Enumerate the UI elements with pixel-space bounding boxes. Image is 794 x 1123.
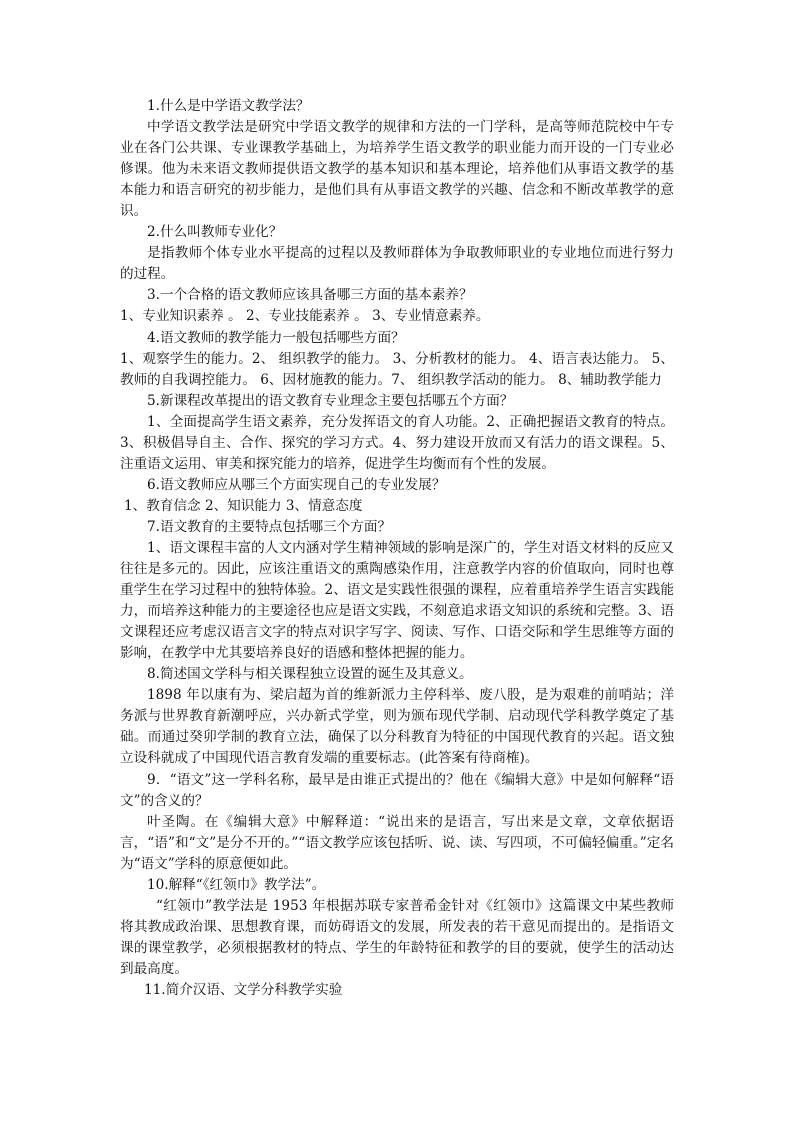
answer-6: 1、教育信念 2、知识能力 3、情意态度 bbox=[124, 497, 363, 514]
question-6: 6.语文教师应从哪三个方面实现自己的专业发展？ bbox=[147, 476, 446, 493]
answer-9: 叶圣陶。在《编辑大意》中解释道：“说出来的是语言，写出来是文章，文章依据语言，“语”和“文”是分不开的。”“语文教学应该包括听、说、读、写四项，不可偏轻偏重。”定名为“语文”学科的原意便如此。 bbox=[120, 813, 674, 872]
question-9: 9．“语文”这一学科名称，最早是由谁正式提出的？他在《编辑大意》中是如何解释“语文”的含义的？ bbox=[120, 771, 674, 809]
question-8: 8.简述国文学科与相关课程独立设置的诞生及其意义。 bbox=[147, 666, 473, 683]
question-5: 5.新课程改革提出的语文教育专业理念主要包括哪五个方面？ bbox=[147, 392, 514, 409]
answer-7: 1、语文课程丰富的人文内涵对学生精神领域的影响是深广的，学生对语文材料的反应又往往是多元的。因此，应该注重语文的熏陶感染作用，注意教学内容的价值取向，同时也尊重学生在学习过程中的独特体验。2、语文是实践性很强的课程，应着重培养学生语言实践能力，而培养这种能力的主要途径也应是语文实践，不刻意追求语文知识的系统和完整。3、语文课程还应考虑汉语言文字的特点对识字写字、阅读、写作、口语交际和学生思维等方面的影响，在教学中尤其要培养良好的语感和整体把握的能力。 bbox=[120, 539, 674, 662]
question-11: 11.简介汉语、文学分科教学实验 bbox=[144, 981, 343, 998]
answer-1: 中学语文教学法是研究中学语文教学的规律和方法的一门学科，是高等师范院校中午专业在各门公共课、专业课教学基础上，为培养学生语文教学的职业能力而开设的一门专业必修课。他为未来语文教师提供语文教学的基本知识和基本理论，培养他们从事语文教学的基本能力和语言研究的初步能力，是他们具有从事语文教学的兴趣、信念和不断改革教学的意识。 bbox=[120, 119, 674, 220]
answer-5: 1、全面提高学生语文素养，充分发挥语文的育人功能。2、正确把握语文教育的特点。3、积极倡导自主、合作、探究的学习方式。4、努力建设开放而又有活力的语文课程。5、注重语文运用、审美和探究能力的培养，促进学生均衡而有个性的发展。 bbox=[120, 413, 674, 472]
question-2: 2.什么叫教师专业化？ bbox=[147, 224, 283, 241]
answer-3: 1、专业知识素养 。 2、专业技能素养 。 3、专业情意素养。 bbox=[120, 308, 490, 325]
question-1: 1.什么是中学语文教学法？ bbox=[147, 98, 310, 114]
document-page bbox=[120, 96, 674, 1001]
answer-2: 是指教师个体专业水平提高的过程以及教师群体为争取教师职业的专业地位而进行努力的过程。 bbox=[120, 245, 674, 283]
answer-8: 1898 年以康有为、梁启超为首的维新派力主停科举、废八股，是为艰难的前哨站；洋务派与世界教育新潮呼应，兴办新式学堂，则为颁布现代学制、启动现代学科教学奠定了基础。而通过癸卯学制的教育立法，确保了以分科教育为特征的中国现代教育的兴起。语文独立设科就成了中国现代语言教育发端的重要标志。(此答案有待商榷)。 bbox=[120, 687, 674, 767]
answer-10: “红领巾”教学法是 1953 年根据苏联专家普希金针对《红领巾》这篇课文中某些教师将其教成政治课、思想教育课，而妨碍语文的发展，所发表的若干意见而提出的。是指语文课的课堂教学，必须根据教材的特点、学生的年龄特征和教学的目的要就，使学生的活动达到最高度。 bbox=[120, 897, 674, 977]
question-3: 3.一个合格的语文教师应该具备哪三方面的基本素养？ bbox=[147, 287, 473, 304]
question-10: 10.解释“《红领巾》教学法”。 bbox=[147, 876, 326, 893]
answer-4: 1、观察学生的能力。2、 组织教学的能力。 3、分析教材的能力。 4、语言表达能力。 5、教师的自我调控能力。 6、因材施教的能力。7、 组织教学活动的能力。 8、辅助教学能力 bbox=[120, 350, 674, 388]
question-4: 4.语文教师的教学能力一般包括哪些方面？ bbox=[147, 329, 405, 346]
question-7: 7.语文教育的主要特点包括哪三个方面？ bbox=[147, 518, 392, 535]
